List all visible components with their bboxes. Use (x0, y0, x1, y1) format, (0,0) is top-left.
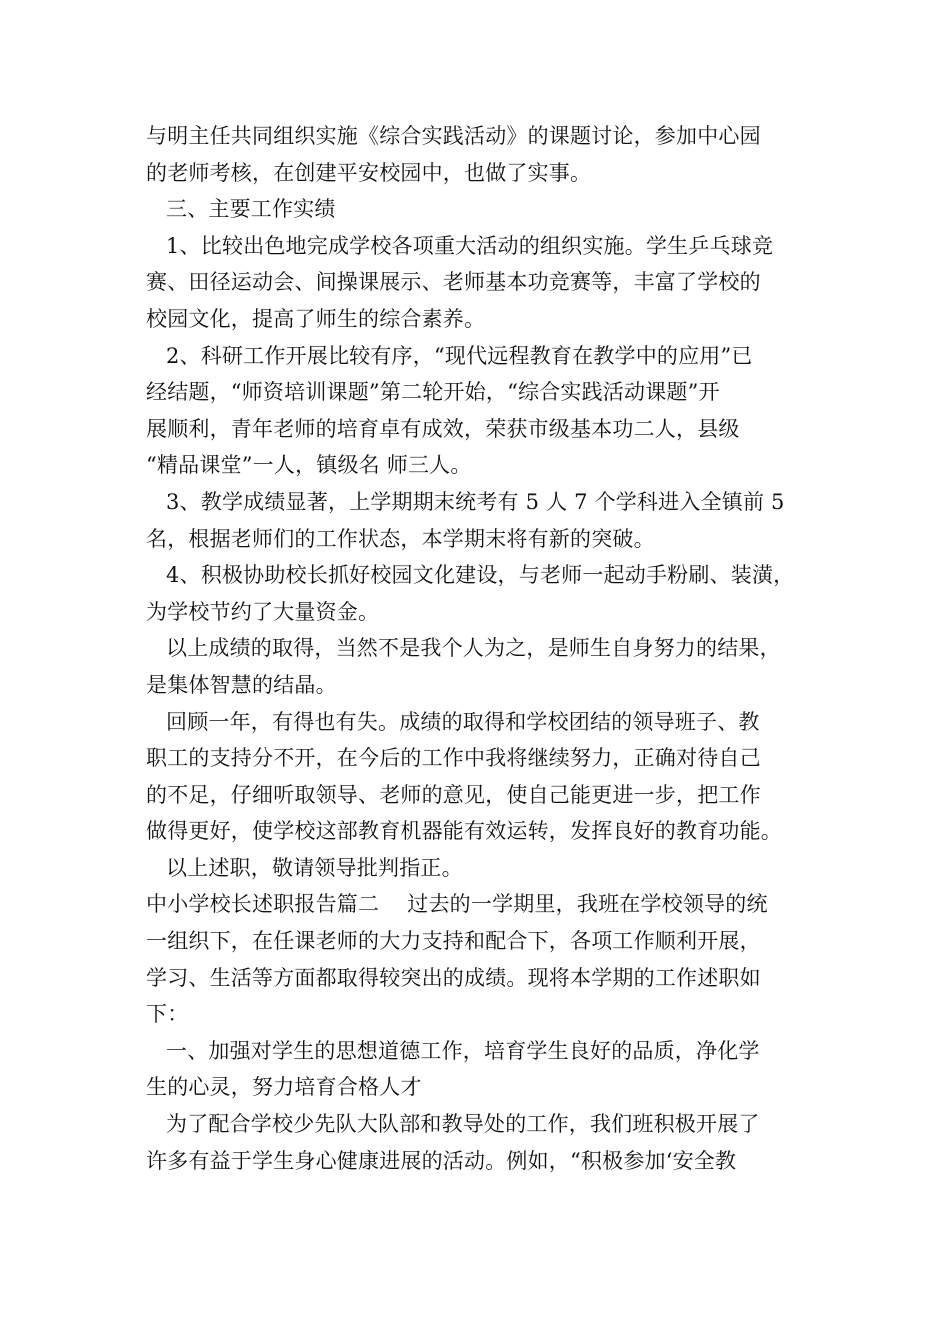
text-line: 展顺利，青年老师的培育卓有成效，荣获市级基本功二人，县级 (146, 416, 740, 441)
text-line: 2、科研工作开展比较有序，“现代远程教育在教学中的应用”已 (166, 343, 753, 368)
text-line: 4、积极协助校长抓好校园文化建设，与老师一起动手粉刷、装潢， (166, 563, 795, 588)
text-line: 赛、田径运动会、间操课展示、老师基本功竞赛等，丰富了学校的 (146, 270, 761, 295)
text-line: 生的心灵，努力培育合格人才 (146, 1075, 422, 1100)
text-line: 下： (146, 1002, 189, 1027)
body-text (146, 118, 806, 1179)
text-line: 是集体智慧的结晶。 (146, 672, 337, 697)
text-line: 一、加强对学生的思想道德工作，培育学生良好的品质，净化学 (166, 1038, 760, 1063)
text-line: 以上述职，敬请领导批判指正。 (166, 855, 463, 880)
text-line: 为了配合学校少先队大队部和教导处的工作，我们班积极开展了 (166, 1112, 760, 1137)
text-line: 名，根据老师们的工作状态，本学期末将有新的突破。 (146, 526, 655, 551)
text-line: 做得更好，使学校这部教育机器能有效运转，发挥良好的教育功能。 (146, 819, 782, 844)
text-line: “精品课堂”一人，镇级名 师三人。 (146, 453, 472, 478)
text-line: 三、主要工作实绩 (166, 197, 336, 222)
text-line: 1、比较出色地完成学校各项重大活动的组织实施。学生乒乓球竞 (166, 233, 774, 258)
text-line: 校园文化，提高了师生的综合素养。 (146, 306, 486, 331)
text-line: 学习、生活等方面都取得较突出的成绩。现将本学期的工作述职如 (146, 965, 761, 990)
text-line: 一组织下，在任课老师的大力支持和配合下，各项工作顺利开展， (146, 929, 761, 954)
text-line: 职工的支持分不开，在今后的工作中我将继续努力，正确对待自己 (146, 746, 761, 771)
text-line: 经结题，“师资培训课题”第二轮开始，“综合实践活动课题”开 (146, 380, 720, 405)
text-line: 中小学校长述职报告篇二 过去的一学期里，我班在学校领导的统 (146, 892, 768, 917)
text-line: 许多有益于学生身心健康进展的活动。例如，“积极参加‘安全教 (146, 1148, 737, 1173)
text-line: 3、教学成绩显著，上学期期末统考有 5 人 7 个学科进入全镇前 5 (166, 489, 785, 514)
text-line: 的老师考核，在创建平安校园中，也做了实事。 (146, 160, 592, 185)
text-line: 以上成绩的取得，当然不是我个人为之，是师生自身努力的结果， (166, 636, 781, 661)
text-line: 回顾一年，有得也有失。成绩的取得和学校团结的领导班子、教 (166, 709, 760, 734)
text-line: 的不足，仔细听取领导、老师的意见，使自己能更进一步，把工作 (146, 782, 761, 807)
text-line: 为学校节约了大量资金。 (146, 599, 380, 624)
text-line: 与明主任共同组织实施《综合实践活动》的课题讨论，参加中心园 (146, 124, 761, 148)
